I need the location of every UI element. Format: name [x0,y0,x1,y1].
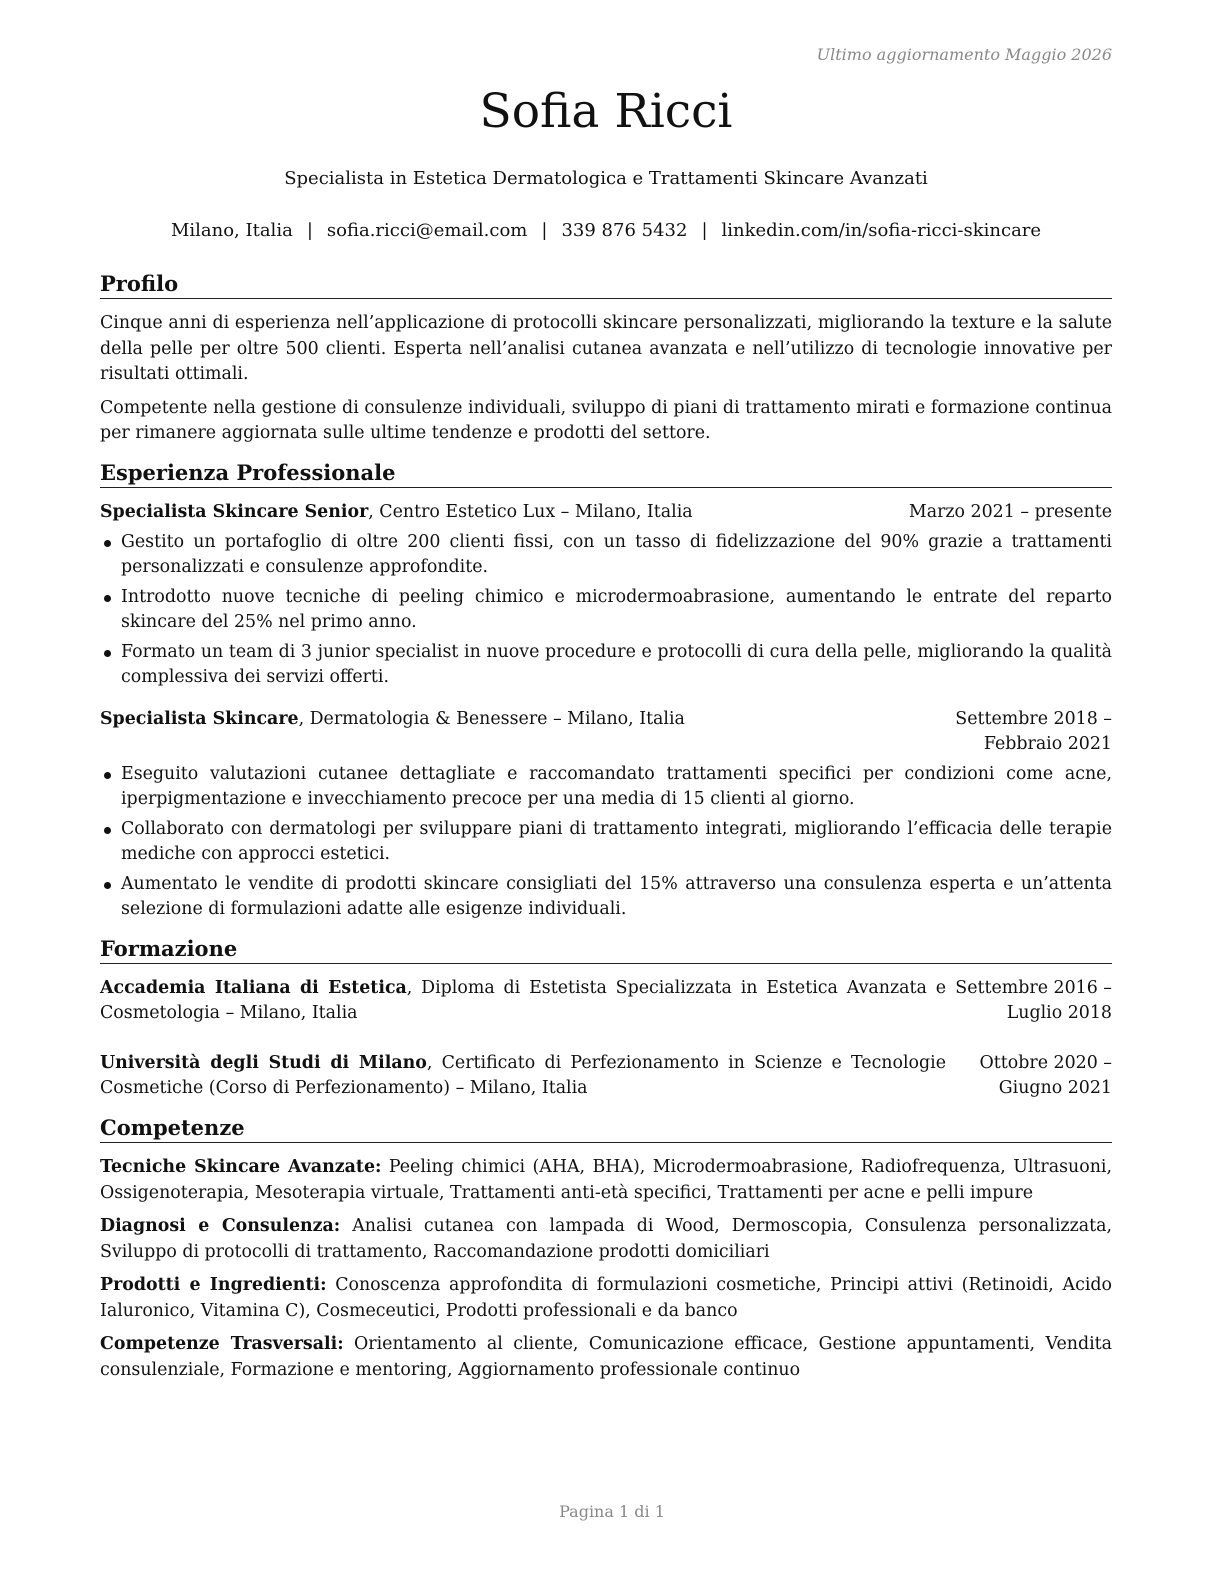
skill-label: Prodotti e Ingredienti: [100,1275,327,1296]
section-profile [100,270,1112,447]
skill-text: Analisi cutanea con lampada di Wood, Dermoscopia, Consulenza personalizzata, Sviluppo di protocolli di trattamento, Raccomandazione prodotti domiciliari [100,1216,1112,1262]
contact-phone: 339 876 5432 [561,220,688,241]
education-detail: , Certificato di Perfezionamento in Scienze e Tecnologie Cosmetiche (Corso di Perfezionamento) – Milano, Italia [100,1052,946,1099]
candidate-name: Sofia Ricci [479,84,733,139]
list-item [100,530,1112,581]
section-title-experience: Esperienza Professionale [100,459,1112,488]
skill-text: Conoscenza approfondita di formulazioni cosmetiche, Principi attivi (Retinoidi, Acido Ialuronico, Vitamina C), Cosmeceutici, Prodotti professionali e da banco [100,1275,1112,1321]
list-item [100,872,1112,923]
section-title-education: Formazione [100,935,1112,964]
education-detail: , Diploma di Estetista Specializzata in Estetica Avanzata e Cosmetologia – Milano, Italia [100,977,946,1024]
skill-row [100,1214,1112,1265]
job-bullets [100,530,1112,691]
job-org: , Centro Estetico Lux – Milano, Italia [368,502,693,523]
bullet-icon [104,827,111,834]
education-dates: Settembre 2016 – Luglio 2018 [955,977,1112,1024]
section-experience [100,459,1112,923]
page-number: Pagina 1 di 1 [559,1502,665,1521]
bullet-text: Collaborato con dermatologi per sviluppare piani di trattamento integrati, migliorando l’efficacia delle terapie mediche con approcci estetici. [121,818,1112,865]
bullet-text: Introdotto nuove tecniche di peeling chimico e microdermoabrasione, aumentando le entrate del reparto skincare del 25% nel primo anno. [121,586,1112,633]
job-dates: Marzo 2021 – presente [908,502,1112,523]
education-dates: Ottobre 2020 – Giugno 2021 [979,1052,1112,1099]
bullet-icon [104,882,111,889]
section-education [100,935,1112,1102]
skill-label: Diagnosi e Consulenza: [100,1216,341,1237]
bullet-icon [104,595,111,602]
education-entry [100,1051,1112,1102]
list-item [100,817,1112,868]
last-updated: Ultimo aggiornamento Maggio 2026 [816,45,1112,64]
bullet-text: Formato un team di 3 junior specialist in nuove procedure e protocolli di cura della pelle, migliorando la qualità complessiva dei servizi offerti. [121,641,1112,688]
skill-text: Orientamento al cliente, Comunicazione efficace, Gestione appuntamenti, Vendita consulenziale, Formazione e mentoring, Aggiornamento professionale continuo [100,1334,1112,1380]
bullet-text: Gestito un portafoglio di oltre 200 clienti fissi, con un tasso di fidelizzazione del 90% grazie a trattamenti personalizzati e consulenze approfondite. [121,531,1112,578]
contact-line [100,220,1112,241]
section-title-skills: Competenze [100,1114,1112,1143]
skill-row [100,1155,1112,1206]
candidate-subtitle: Specialista in Estetica Dermatologica e Trattamenti Skincare Avanzati [284,168,928,189]
list-item [100,762,1112,813]
list-item [100,640,1112,691]
job-entry [100,500,1112,691]
skill-label: Tecniche Skincare Avanzate: [100,1157,382,1178]
profile-paragraph: Competente nella gestione di consulenze individuali, sviluppo di piani di trattamento mirati e formazione continua per rimanere aggiornata sulle ultime tendenze e prodotti del settore. [100,397,1112,444]
bullet-text: Eseguito valutazioni cutanee dettagliate e raccomandato trattamenti specifici per condizioni come acne, iperpigmentazione e invecchiamento precoce per una media di 15 clienti al giorno. [121,763,1112,810]
contact-email[interactable]: sofia.ricci@email.com [326,220,528,241]
job-entry [100,707,1112,923]
skill-text: Peeling chimici (AHA, BHA), Microdermoabrasione, Radiofrequenza, Ultrasuoni, Ossigenoterapia, Mesoterapia virtuale, Trattamenti anti-età specifici, Trattamenti per acne e pelli impure [100,1157,1112,1203]
job-bullets [100,762,1112,923]
job-org: , Dermatologia & Benessere – Milano, Italia [298,708,685,729]
bullet-icon [104,540,111,547]
job-role: Specialista Skincare Senior [100,502,369,523]
contact-separator: | [541,220,548,241]
section-title-profile: Profilo [100,270,1112,299]
contact-location: Milano, Italia [170,220,293,241]
bullet-text: Aumentato le vendite di prodotti skincare consigliati del 15% attraverso una consulenza esperta e un’attenta selezione di formulazioni adatte alle esigenze individuali. [121,873,1112,920]
section-skills [100,1114,1112,1383]
bullet-icon [104,772,111,779]
resume-content [100,270,1112,1395]
contact-separator: | [306,220,313,241]
skill-row [100,1332,1112,1383]
education-school: Accademia Italiana di Estetica [100,977,407,998]
job-dates: Settembre 2018 – Febbraio 2021 [955,708,1112,755]
list-item [100,585,1112,636]
bullet-icon [104,650,111,657]
profile-paragraph: Cinque anni di esperienza nell’applicazione di protocolli skincare personalizzati, migliorando la texture e la salute della pelle per oltre 500 clienti. Esperta nell’analisi cutanea avanzata e nell’utilizzo di tecnologie innovative per risultati ottimali. [100,313,1112,385]
job-header [100,500,1112,526]
skill-row [100,1273,1112,1324]
contact-linkedin[interactable]: linkedin.com/in/sofia-ricci-skincare [721,220,1042,241]
job-header [100,707,1112,758]
contact-separator: | [701,220,708,241]
skill-label: Competenze Trasversali: [100,1334,344,1355]
education-entry [100,976,1112,1027]
education-school: Università degli Studi di Milano [100,1052,427,1073]
job-role: Specialista Skincare [100,708,299,729]
